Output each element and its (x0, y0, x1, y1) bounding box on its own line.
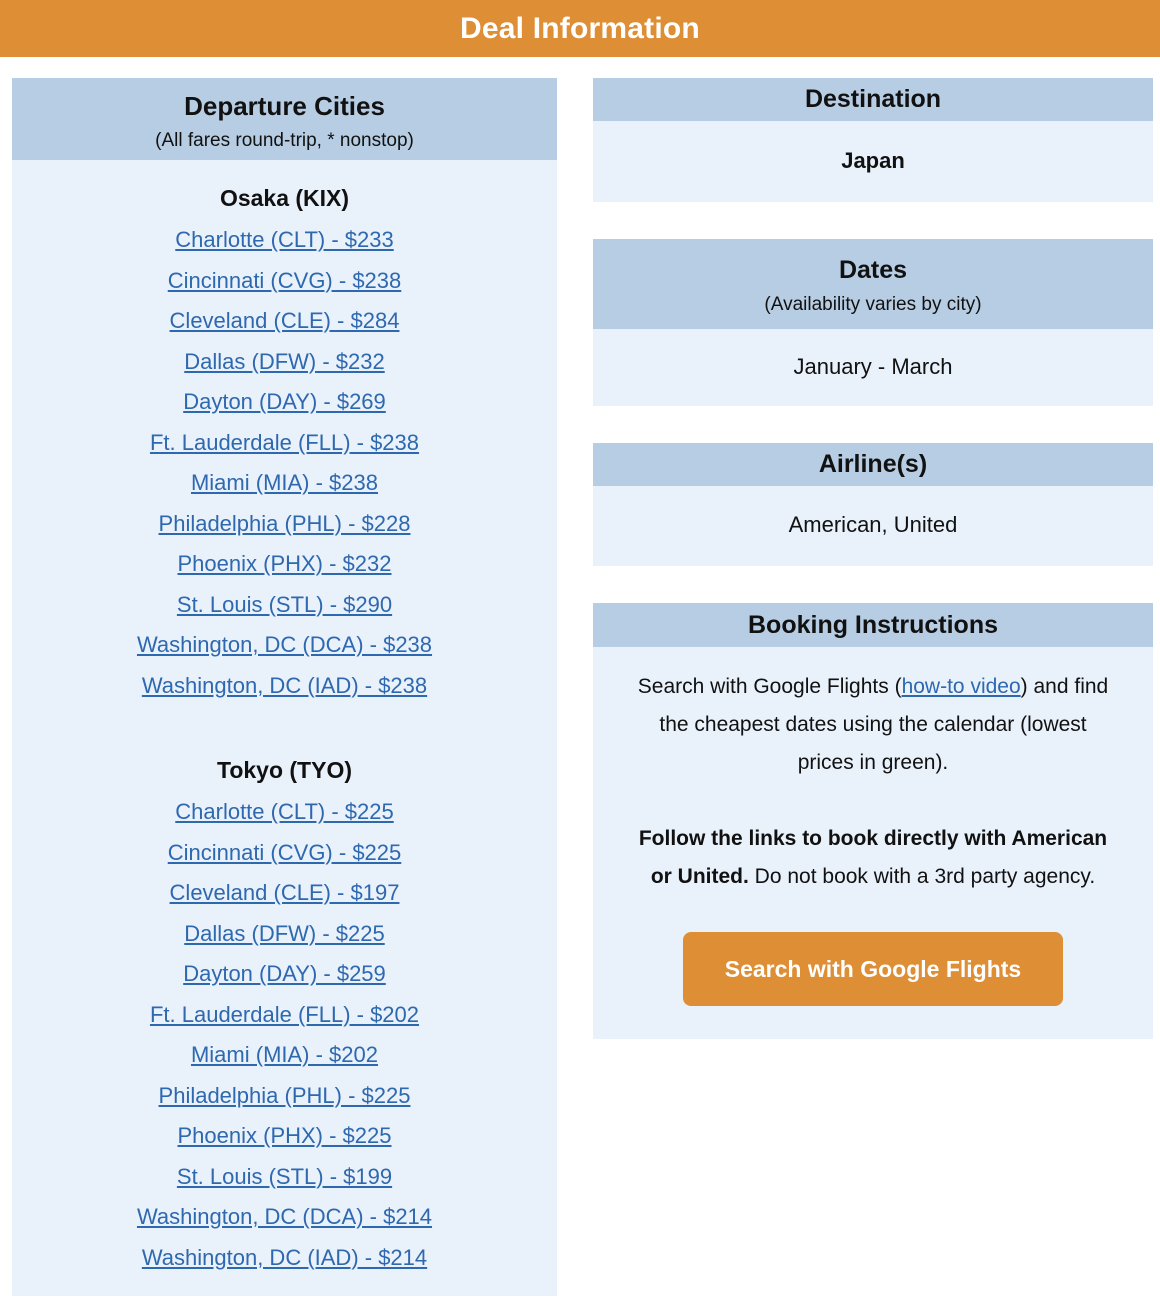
fare-line (22, 463, 547, 504)
fare-link[interactable]: Ft. Lauderdale (FLL) - $202 (149, 1001, 420, 1027)
fare-link[interactable]: Phoenix (PHX) - $225 (177, 1123, 392, 1148)
fare-line (22, 1238, 547, 1279)
fare-line (22, 423, 547, 464)
fare-link[interactable]: Dayton (DAY) - $269 (183, 389, 386, 414)
fare-group-title: Osaka (KIX) (219, 185, 350, 211)
fare-line (22, 1157, 547, 1198)
fare-line (22, 1076, 547, 1117)
fare-line (22, 833, 547, 874)
fare-link[interactable]: Miami (MIA) - $202 (190, 1042, 379, 1067)
booking-instructions-header (593, 603, 1153, 647)
destination-header (593, 78, 1153, 121)
fare-line (22, 995, 547, 1036)
fare-link[interactable]: Philadelphia (PHL) - $225 (158, 1082, 411, 1108)
dates-block (593, 239, 1153, 406)
fare-link[interactable]: Dallas (DFW) - $232 (184, 348, 385, 374)
booking-p1-text-after: ) and find the cheapest dates using the calendar (lowest prices in green). (659, 675, 1109, 774)
fare-line (22, 1197, 547, 1238)
booking-p2-regular-text: Do not book with a 3rd party agency. (748, 865, 1096, 888)
fare-line (22, 301, 547, 342)
booking-instructions-title: Booking Instructions (748, 611, 998, 639)
fare-group-title: Tokyo (TYO) (216, 757, 352, 783)
fare-line (22, 382, 547, 423)
page-title: Deal Information (460, 11, 700, 45)
fare-group (22, 748, 547, 1278)
departure-cities-subtitle: (All fares round-trip, * nonstop) (155, 130, 414, 151)
dates-value: January - March (593, 329, 1153, 406)
departure-cities-title: Departure Cities (184, 91, 385, 121)
dates-subtitle: (Availability varies by city) (764, 294, 982, 315)
content-columns (12, 78, 1153, 1296)
airlines-block (593, 443, 1153, 566)
departure-cities-panel (12, 78, 557, 1296)
fare-link[interactable]: St. Louis (STL) - $290 (176, 591, 393, 617)
fare-link[interactable]: Washington, DC (DCA) - $214 (136, 1204, 433, 1229)
airlines-title: Airline(s) (818, 450, 928, 478)
airlines-header (593, 443, 1153, 486)
fare-link[interactable]: Cleveland (CLE) - $284 (169, 308, 400, 333)
booking-instructions-body (593, 647, 1153, 1039)
fare-link[interactable]: Dayton (DAY) - $259 (183, 961, 386, 986)
booking-instructions-block (593, 603, 1153, 1039)
fare-line (22, 504, 547, 545)
fare-link[interactable]: Washington, DC (IAD) - $214 (141, 1244, 428, 1270)
fare-link[interactable]: Miami (MIA) - $238 (190, 470, 379, 495)
fare-link[interactable]: Philadelphia (PHL) - $228 (158, 510, 411, 536)
fare-link[interactable]: Cleveland (CLE) - $197 (169, 880, 400, 905)
airlines-value: American, United (593, 486, 1153, 566)
fare-link[interactable]: Washington, DC (IAD) - $238 (141, 672, 428, 698)
destination-block (593, 78, 1153, 202)
fare-link[interactable]: Ft. Lauderdale (FLL) - $238 (149, 429, 420, 455)
fare-line (22, 585, 547, 626)
fare-line (22, 625, 547, 666)
fare-line (22, 220, 547, 261)
fare-line (22, 544, 547, 585)
destination-value: Japan (593, 121, 1153, 202)
fare-line (22, 914, 547, 955)
fare-line (22, 1035, 547, 1076)
search-google-flights-button[interactable]: Search with Google Flights (683, 932, 1063, 1006)
fare-group (22, 176, 547, 706)
destination-title: Destination (804, 85, 942, 113)
dates-header (593, 239, 1153, 329)
fare-link[interactable]: Charlotte (CLT) - $225 (175, 799, 394, 824)
fare-line (22, 1116, 547, 1157)
fare-link[interactable]: Dallas (DFW) - $225 (184, 920, 385, 946)
fare-link[interactable]: Cincinnati (CVG) - $225 (167, 839, 402, 865)
deal-details-column (593, 78, 1153, 1076)
deal-information-banner (0, 0, 1160, 57)
booking-p1-text-before: Search with Google Flights ( (637, 675, 902, 698)
fare-line (22, 342, 547, 383)
fare-line (22, 792, 547, 833)
how-to-video-link[interactable]: how-to video (901, 675, 1021, 698)
fare-line (22, 666, 547, 707)
fare-line (22, 261, 547, 302)
booking-paragraph-1 (633, 668, 1113, 782)
fare-link[interactable]: Phoenix (PHX) - $232 (177, 551, 392, 576)
fare-line (22, 954, 547, 995)
fare-line (22, 873, 547, 914)
fare-link[interactable]: Cincinnati (CVG) - $238 (167, 267, 402, 293)
booking-paragraph-2 (633, 820, 1113, 896)
departure-cities-list (12, 160, 557, 1296)
departure-cities-header (12, 78, 557, 160)
fare-link[interactable]: Washington, DC (DCA) - $238 (136, 632, 433, 657)
dates-title: Dates (838, 256, 908, 284)
fare-link[interactable]: St. Louis (STL) - $199 (176, 1163, 393, 1189)
fare-link[interactable]: Charlotte (CLT) - $233 (175, 227, 394, 252)
booking-p2-bold-text: Follow the links to book directly with American or United. (638, 827, 1108, 888)
